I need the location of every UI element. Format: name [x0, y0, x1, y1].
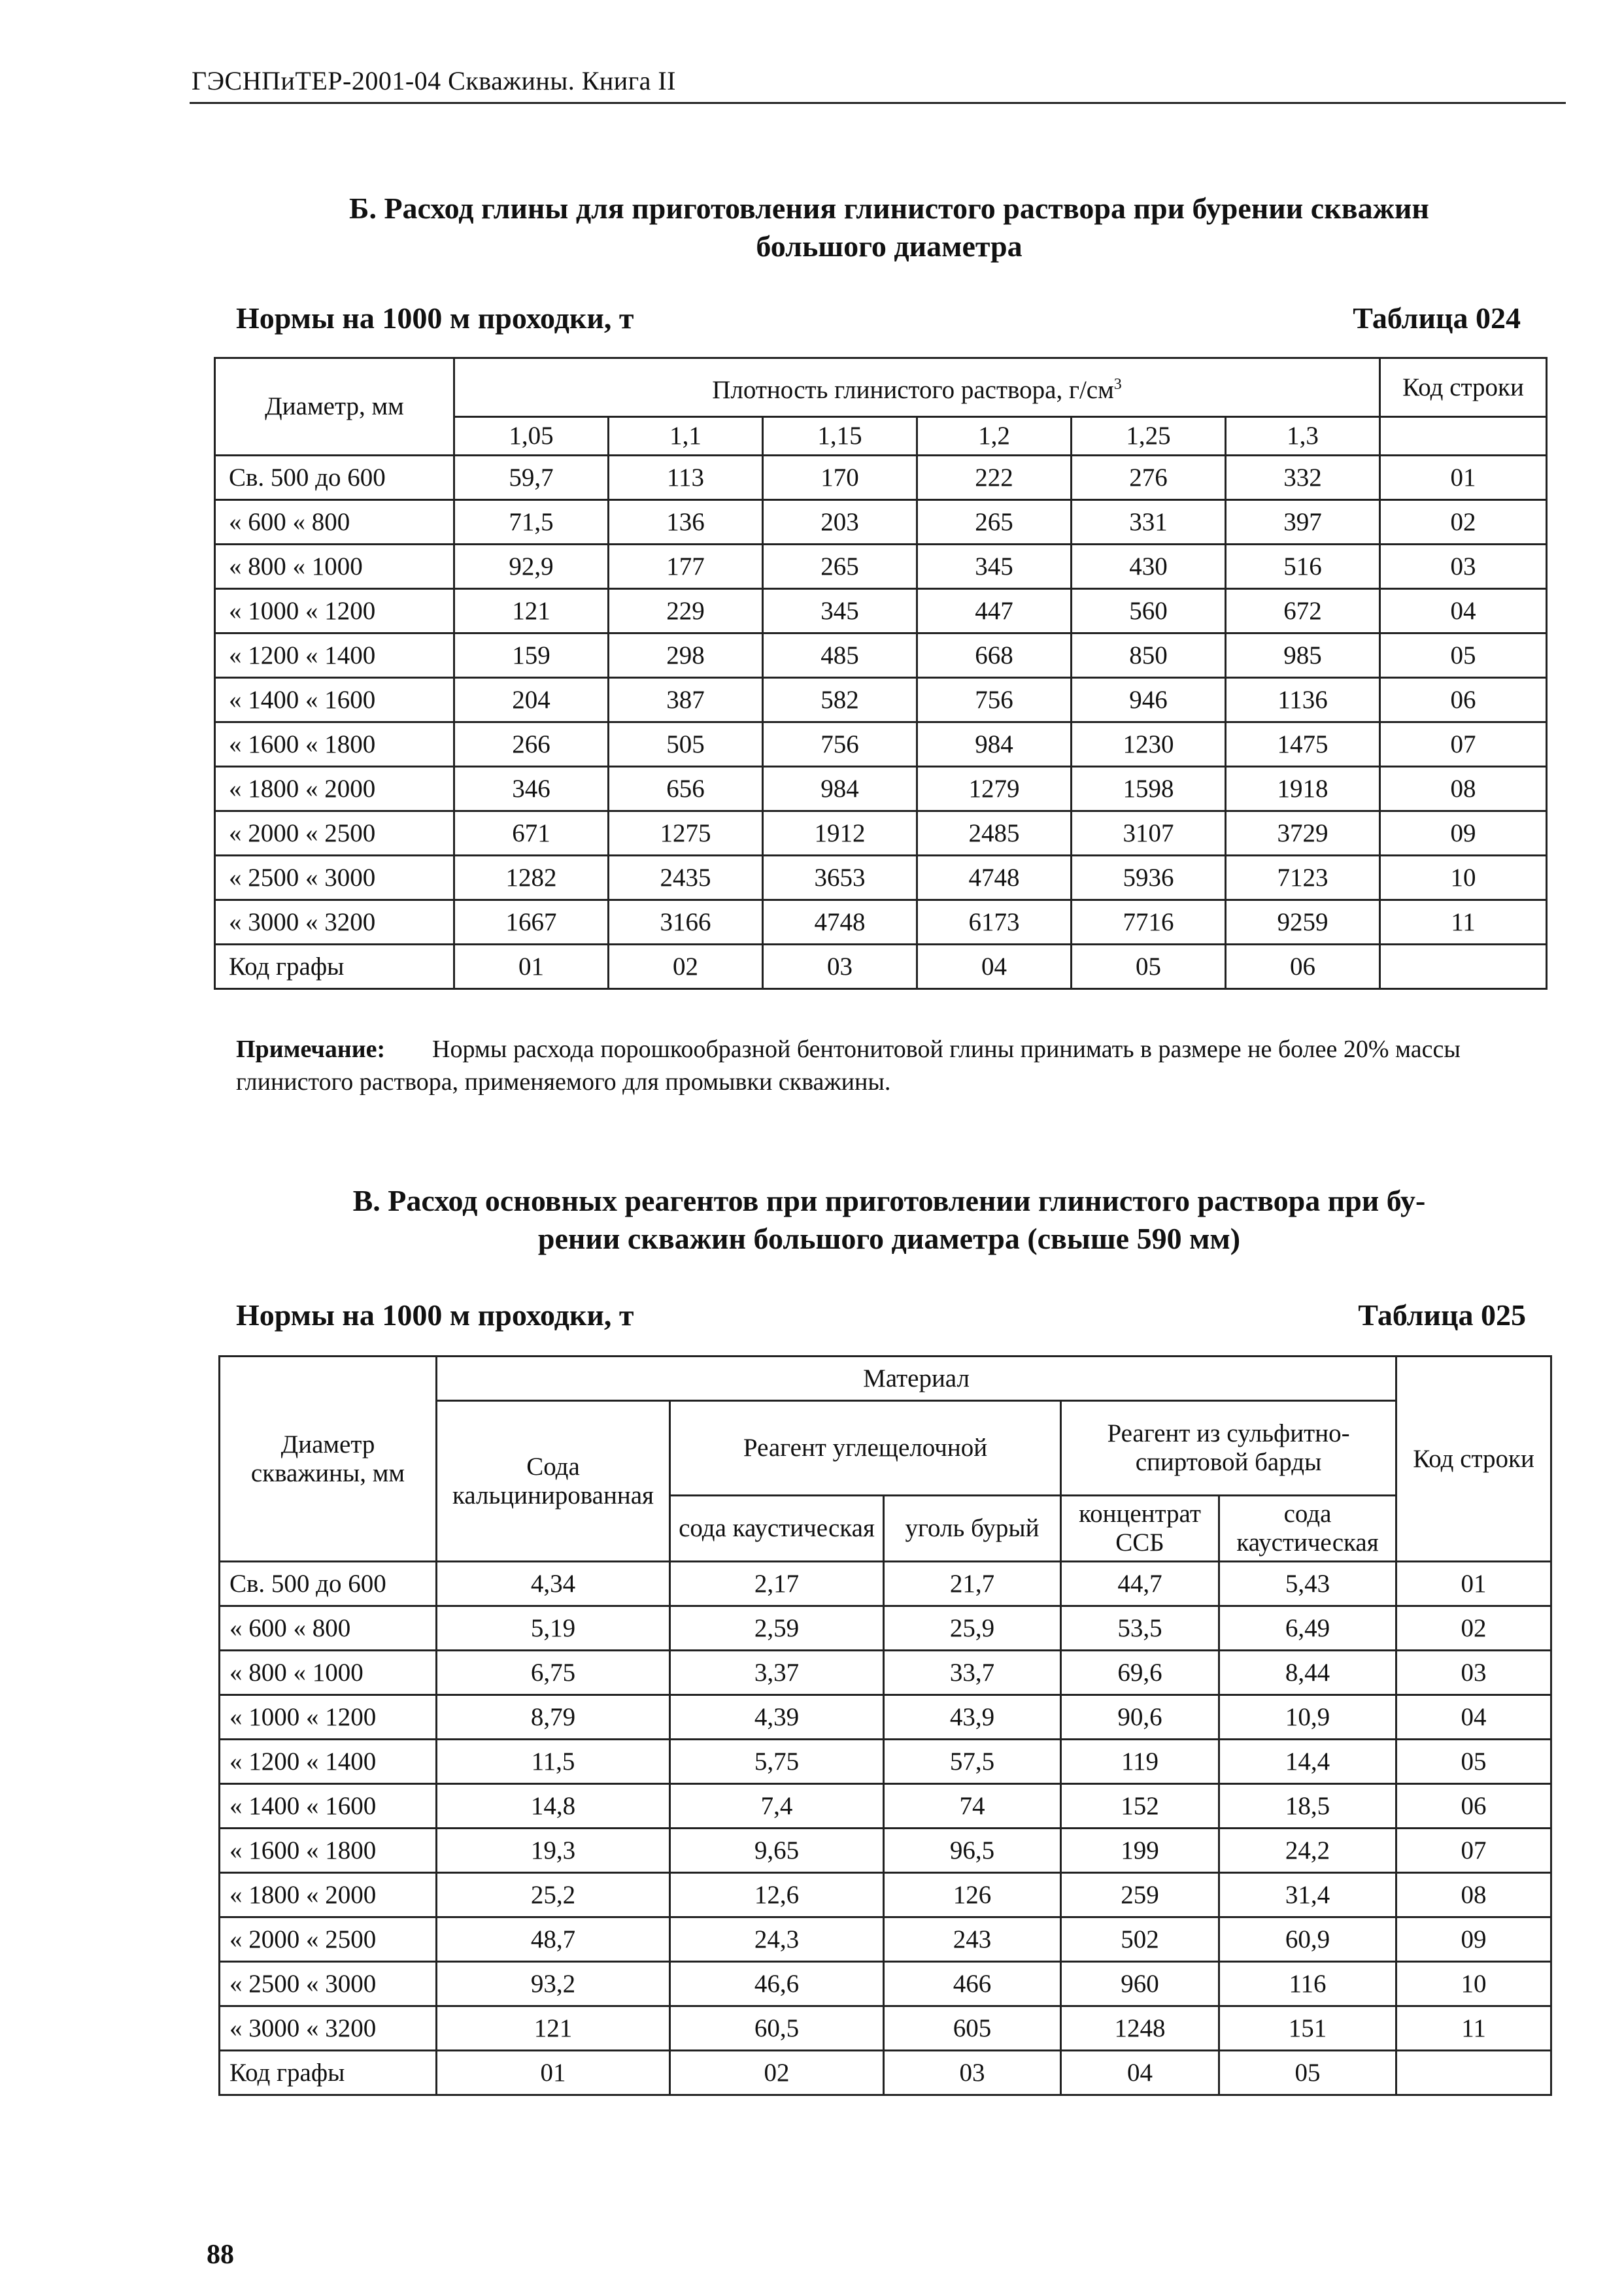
- table-cell: 5,19: [437, 1606, 670, 1651]
- table-row: [220, 1695, 1551, 1740]
- table-cell: 18,5: [1219, 1784, 1396, 1829]
- table-cell: 756: [917, 678, 1072, 722]
- table-cell: 3729: [1226, 811, 1380, 856]
- note-text: Нормы расхода порошкообразной бентонитовой глины принимать в размере не более 20% массы глинистого раствора, применяемого для промывки скважины.: [236, 1036, 1461, 1096]
- table-cell: 96,5: [884, 1829, 1061, 1873]
- row-label: « 1400 « 1600: [220, 1784, 437, 1829]
- table-cell: 11,5: [437, 1740, 670, 1784]
- table-cell: 276: [1072, 456, 1226, 500]
- diameter-header: Диаметр скважины, мм: [220, 1357, 437, 1562]
- table-cell: 126: [884, 1873, 1061, 1917]
- table-cell: 152: [1061, 1784, 1219, 1829]
- row-code: 02: [1380, 500, 1547, 545]
- table-cell: 2435: [609, 856, 763, 900]
- table-cell: 177: [609, 545, 763, 589]
- sub-header: концентрат ССБ: [1061, 1496, 1219, 1562]
- column-code: 01: [454, 945, 609, 989]
- row-code: 04: [1380, 589, 1547, 633]
- table-cell: 31,4: [1219, 1873, 1396, 1917]
- table-cell: 1275: [609, 811, 763, 856]
- table-cell: 1136: [1226, 678, 1380, 722]
- table-cell: 266: [454, 722, 609, 767]
- row-label: Св. 500 до 600: [220, 1562, 437, 1606]
- row-code: 10: [1396, 1962, 1551, 2006]
- table-row: [215, 545, 1547, 589]
- table-cell: 4748: [763, 900, 917, 945]
- table-row: [215, 767, 1547, 811]
- column-code: 06: [1226, 945, 1380, 989]
- row-label: « 1600 « 1800: [220, 1829, 437, 1873]
- table-cell: 53,5: [1061, 1606, 1219, 1651]
- table-cell: 243: [884, 1917, 1061, 1962]
- row-label: Св. 500 до 600: [215, 456, 454, 500]
- table-cell: 7123: [1226, 856, 1380, 900]
- table-cell: 19,3: [437, 1829, 670, 1873]
- table-cell: 7716: [1072, 900, 1226, 945]
- table-024: [214, 357, 1548, 990]
- table-cell: 4,34: [437, 1562, 670, 1606]
- table-row: [220, 1784, 1551, 1829]
- table-row: [220, 1562, 1551, 1606]
- column-code-blank: [1380, 945, 1547, 989]
- table-cell: 10,9: [1219, 1695, 1396, 1740]
- section-b-title-line2: большого диаметра: [756, 229, 1023, 263]
- section-b-title-line1: Б. Расход глины для приготовления глинистого раствора при бурении скважин: [349, 192, 1429, 225]
- row-code: 07: [1396, 1829, 1551, 1873]
- table-cell: 3166: [609, 900, 763, 945]
- table-cell: 71,5: [454, 500, 609, 545]
- row-code: 10: [1380, 856, 1547, 900]
- table-cell: 5936: [1072, 856, 1226, 900]
- diameter-header: Диаметр, мм: [215, 358, 454, 456]
- row-code-header: Код строки: [1396, 1357, 1551, 1562]
- table-cell: 946: [1072, 678, 1226, 722]
- table-cell: 582: [763, 678, 917, 722]
- table-cell: 204: [454, 678, 609, 722]
- column-code-label: Код графы: [220, 2051, 437, 2095]
- density-header: [454, 358, 1380, 417]
- table-cell: 2,59: [670, 1606, 884, 1651]
- table-cell: 57,5: [884, 1740, 1061, 1784]
- table-cell: 90,6: [1061, 1695, 1219, 1740]
- row-label: « 1800 « 2000: [215, 767, 454, 811]
- density-value: 1,2: [917, 417, 1072, 456]
- table-cell: 14,8: [437, 1784, 670, 1829]
- row-label: « 2000 « 2500: [220, 1917, 437, 1962]
- table-cell: 8,44: [1219, 1651, 1396, 1695]
- table-cell: 9259: [1226, 900, 1380, 945]
- table-row: [220, 1606, 1551, 1651]
- row-code: 08: [1380, 767, 1547, 811]
- table-cell: 199: [1061, 1829, 1219, 1873]
- table-cell: 1475: [1226, 722, 1380, 767]
- table-cell: 560: [1072, 589, 1226, 633]
- column-code: 01: [437, 2051, 670, 2095]
- table-number-024: Таблица 024: [1353, 301, 1521, 335]
- table-cell: 93,2: [437, 1962, 670, 2006]
- table-cell: 5,75: [670, 1740, 884, 1784]
- sub-header: сода каустическая: [670, 1496, 884, 1562]
- row-label: « 1000 « 1200: [215, 589, 454, 633]
- table-cell: 60,5: [670, 2006, 884, 2051]
- table-cell: 265: [917, 500, 1072, 545]
- table-cell: 331: [1072, 500, 1226, 545]
- table-cell: 3,37: [670, 1651, 884, 1695]
- density-unit-sup: 3: [1113, 376, 1122, 393]
- table-cell: 5,43: [1219, 1562, 1396, 1606]
- row-code: 02: [1396, 1606, 1551, 1651]
- page-number: 88: [207, 2240, 234, 2270]
- table-cell: 259: [1061, 1873, 1219, 1917]
- table-cell: 24,2: [1219, 1829, 1396, 1873]
- table-cell: 346: [454, 767, 609, 811]
- table-cell: 121: [454, 589, 609, 633]
- soda-calcined-header: Сода кальцинированная: [437, 1401, 670, 1562]
- table-number-025: Таблица 025: [1358, 1298, 1526, 1332]
- table-row: [215, 722, 1547, 767]
- table-row: [220, 2006, 1551, 2051]
- reagent-ssb-header: Реагент из сульфитно-спиртовой барды: [1061, 1401, 1396, 1496]
- material-header: Материал: [437, 1357, 1396, 1401]
- table-cell: 25,2: [437, 1873, 670, 1917]
- table-cell: 6173: [917, 900, 1072, 945]
- table-row: [220, 1962, 1551, 2006]
- table-row: [220, 1740, 1551, 1784]
- column-code-label: Код графы: [215, 945, 454, 989]
- row-label: « 2500 « 3000: [215, 856, 454, 900]
- table-cell: 46,6: [670, 1962, 884, 2006]
- column-code: 04: [1061, 2051, 1219, 2095]
- table-cell: 24,3: [670, 1917, 884, 1962]
- section-v-title-line1: В. Расход основных реагентов при приготовлении глинистого раствора при бу-: [352, 1184, 1426, 1217]
- row-code: 05: [1380, 633, 1547, 678]
- table-cell: 387: [609, 678, 763, 722]
- table-cell: 605: [884, 2006, 1061, 2051]
- table-cell: 59,7: [454, 456, 609, 500]
- table-cell: 466: [884, 1962, 1061, 2006]
- table-cell: 43,9: [884, 1695, 1061, 1740]
- running-header: ГЭСНПиТЕР-2001-04 Скважины. Книга II: [192, 66, 676, 95]
- row-code: 01: [1380, 456, 1547, 500]
- row-code: 09: [1380, 811, 1547, 856]
- row-code: 08: [1396, 1873, 1551, 1917]
- table-cell: 984: [917, 722, 1072, 767]
- row-label: « 1600 « 1800: [215, 722, 454, 767]
- table-cell: 33,7: [884, 1651, 1061, 1695]
- table-cell: 505: [609, 722, 763, 767]
- column-code: 04: [917, 945, 1072, 989]
- table-cell: 345: [763, 589, 917, 633]
- row-code: 09: [1396, 1917, 1551, 1962]
- table-row: [215, 589, 1547, 633]
- table-cell: 113: [609, 456, 763, 500]
- table-cell: 6,49: [1219, 1606, 1396, 1651]
- table-row: [215, 811, 1547, 856]
- density-value: 1,05: [454, 417, 609, 456]
- row-code: 11: [1396, 2006, 1551, 2051]
- density-header-text: Плотность глинистого раствора, г/см: [712, 376, 1114, 404]
- norms-label-025: Нормы на 1000 м проходки, т: [236, 1298, 634, 1332]
- row-code: 01: [1396, 1562, 1551, 1606]
- column-code: 05: [1072, 945, 1226, 989]
- note: [236, 1033, 1517, 1098]
- reagent-coal-alkali-header: Реагент углещелочной: [670, 1401, 1061, 1496]
- table-row: [215, 500, 1547, 545]
- table-row: [220, 1873, 1551, 1917]
- column-code-blank: [1396, 2051, 1551, 2095]
- table-cell: 265: [763, 545, 917, 589]
- row-label: « 800 « 1000: [215, 545, 454, 589]
- table-cell: 60,9: [1219, 1917, 1396, 1962]
- table-cell: 668: [917, 633, 1072, 678]
- density-value: 1,15: [763, 417, 917, 456]
- table-row: [215, 456, 1547, 500]
- table-cell: 1598: [1072, 767, 1226, 811]
- table-cell: 121: [437, 2006, 670, 2051]
- table-cell: 656: [609, 767, 763, 811]
- table-cell: 756: [763, 722, 917, 767]
- table-cell: 170: [763, 456, 917, 500]
- table-row: [220, 1651, 1551, 1695]
- row-code: 05: [1396, 1740, 1551, 1784]
- table-cell: 672: [1226, 589, 1380, 633]
- table-cell: 485: [763, 633, 917, 678]
- table-cell: 21,7: [884, 1562, 1061, 1606]
- table-cell: 3653: [763, 856, 917, 900]
- table-cell: 25,9: [884, 1606, 1061, 1651]
- sub-header: сода каустическая: [1219, 1496, 1396, 1562]
- column-code: 03: [884, 2051, 1061, 2095]
- table-cell: 1918: [1226, 767, 1380, 811]
- row-code-header: Код строки: [1380, 358, 1547, 417]
- table-cell: 516: [1226, 545, 1380, 589]
- row-label: « 2000 « 2500: [215, 811, 454, 856]
- row-label: « 600 « 800: [220, 1606, 437, 1651]
- table-cell: 502: [1061, 1917, 1219, 1962]
- table-cell: 119: [1061, 1740, 1219, 1784]
- column-code: 05: [1219, 2051, 1396, 2095]
- section-v-title: [216, 1182, 1563, 1258]
- table-cell: 3107: [1072, 811, 1226, 856]
- column-code: 02: [670, 2051, 884, 2095]
- note-label: Примечание:: [236, 1036, 386, 1063]
- density-value: 1,1: [609, 417, 763, 456]
- row-label: « 1400 « 1600: [215, 678, 454, 722]
- column-code-row: [215, 945, 1547, 989]
- table-cell: 430: [1072, 545, 1226, 589]
- row-code-blank: [1380, 417, 1547, 456]
- table-cell: 332: [1226, 456, 1380, 500]
- table-row: [215, 900, 1547, 945]
- table-cell: 7,4: [670, 1784, 884, 1829]
- row-code: 06: [1396, 1784, 1551, 1829]
- row-label: « 1800 « 2000: [220, 1873, 437, 1917]
- table-cell: 203: [763, 500, 917, 545]
- row-label: « 1200 « 1400: [215, 633, 454, 678]
- table-cell: 222: [917, 456, 1072, 500]
- row-label: « 3000 « 3200: [215, 900, 454, 945]
- table-cell: 6,75: [437, 1651, 670, 1695]
- table-cell: 12,6: [670, 1873, 884, 1917]
- table-row: [220, 1829, 1551, 1873]
- table-cell: 397: [1226, 500, 1380, 545]
- table-cell: 2485: [917, 811, 1072, 856]
- table-row: [215, 633, 1547, 678]
- table-cell: 345: [917, 545, 1072, 589]
- row-label: « 1200 « 1400: [220, 1740, 437, 1784]
- column-code: 03: [763, 945, 917, 989]
- table-025: [218, 1355, 1552, 2096]
- table-cell: 960: [1061, 1962, 1219, 2006]
- table-cell: 14,4: [1219, 1740, 1396, 1784]
- norms-label-024: Нормы на 1000 м проходки, т: [236, 301, 634, 335]
- table-cell: 159: [454, 633, 609, 678]
- table-cell: 984: [763, 767, 917, 811]
- row-label: « 3000 « 3200: [220, 2006, 437, 2051]
- table-cell: 74: [884, 1784, 1061, 1829]
- table-cell: 1912: [763, 811, 917, 856]
- column-code-row: [220, 2051, 1551, 2095]
- table-cell: 1248: [1061, 2006, 1219, 2051]
- column-code: 02: [609, 945, 763, 989]
- section-b-title: [216, 190, 1563, 265]
- table-cell: 44,7: [1061, 1562, 1219, 1606]
- table-cell: 671: [454, 811, 609, 856]
- table-cell: 151: [1219, 2006, 1396, 2051]
- density-value: 1,3: [1226, 417, 1380, 456]
- row-code: 06: [1380, 678, 1547, 722]
- row-label: « 800 « 1000: [220, 1651, 437, 1695]
- table-row: [220, 1917, 1551, 1962]
- table-cell: 1230: [1072, 722, 1226, 767]
- row-code: 03: [1396, 1651, 1551, 1695]
- row-label: « 1000 « 1200: [220, 1695, 437, 1740]
- table-cell: 4748: [917, 856, 1072, 900]
- table-cell: 1279: [917, 767, 1072, 811]
- section-v-title-line2: рении скважин большого диаметра (свыше 590 мм): [537, 1222, 1241, 1255]
- table-row: [215, 856, 1547, 900]
- table-cell: 2,17: [670, 1562, 884, 1606]
- table-cell: 229: [609, 589, 763, 633]
- row-code: 04: [1396, 1695, 1551, 1740]
- row-code: 07: [1380, 722, 1547, 767]
- table-cell: 136: [609, 500, 763, 545]
- table-cell: 447: [917, 589, 1072, 633]
- table-cell: 8,79: [437, 1695, 670, 1740]
- table-cell: 9,65: [670, 1829, 884, 1873]
- row-label: « 600 « 800: [215, 500, 454, 545]
- table-cell: 92,9: [454, 545, 609, 589]
- table-cell: 1282: [454, 856, 609, 900]
- row-code: 03: [1380, 545, 1547, 589]
- table-cell: 116: [1219, 1962, 1396, 2006]
- table-cell: 850: [1072, 633, 1226, 678]
- row-code: 11: [1380, 900, 1547, 945]
- row-label: « 2500 « 3000: [220, 1962, 437, 2006]
- sub-header: уголь бурый: [884, 1496, 1061, 1562]
- table-cell: 985: [1226, 633, 1380, 678]
- table-row: [215, 678, 1547, 722]
- table-cell: 1667: [454, 900, 609, 945]
- table-cell: 69,6: [1061, 1651, 1219, 1695]
- header-rule: [190, 102, 1566, 104]
- table-cell: 298: [609, 633, 763, 678]
- density-value: 1,25: [1072, 417, 1226, 456]
- table-cell: 4,39: [670, 1695, 884, 1740]
- table-cell: 48,7: [437, 1917, 670, 1962]
